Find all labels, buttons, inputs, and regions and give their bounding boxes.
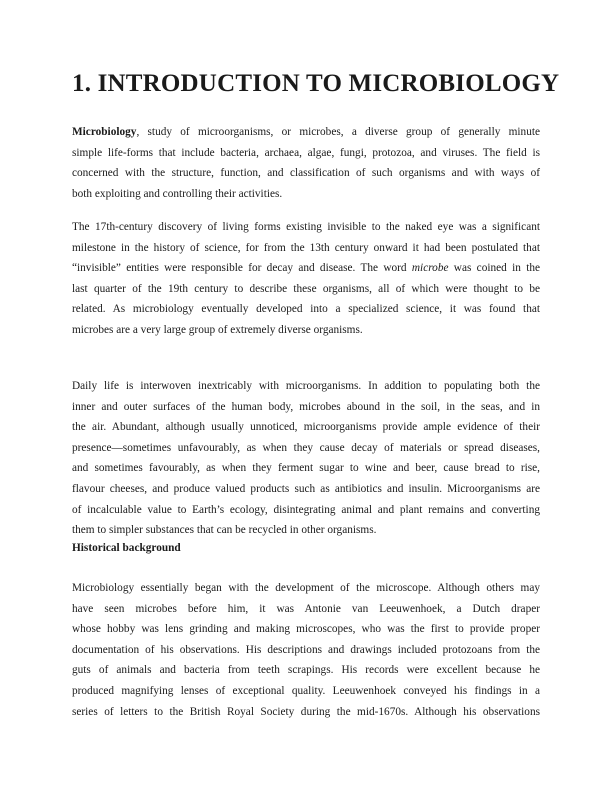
text-line — [72, 122, 540, 143]
text-line: and sometimes favourably, as when they ferment sugar to wine and beer, cause bread to rise, — [72, 462, 540, 475]
text-line: produced magnifying lenses of exceptional quality. Leeuwenhoek conveyed his findings in a — [72, 684, 540, 697]
text-line: microbes are a very large group of extremely diverse organisms. — [72, 323, 363, 336]
page-title: 1. INTRODUCTION TO MICROBIOLOGY — [72, 70, 560, 97]
text-segment: “invisible” entities were responsible for decay and disease. The word — [72, 262, 412, 275]
text-line: the air. Abundant, although usually unnoticed, microorganisms provide ample evidence of their — [72, 421, 540, 434]
term-italic: microbe — [411, 262, 449, 275]
text-line: them to simpler substances that can be recycled in other organisms. — [72, 524, 377, 537]
text-line: both exploiting and controlling their activities. — [72, 187, 283, 200]
text-line: concerned with the structure, function, and classification of such organisms and with ways of — [72, 167, 540, 180]
text-line: presence—sometimes unfavourably, as when they cause decay of materials or spread diseases, — [72, 441, 540, 454]
text-line: Microbiology essentially began with the development of the microscope. Although others may — [72, 582, 540, 594]
paragraph-history — [72, 217, 540, 341]
text-line: whose hobby was lens grinding and making microscopes, who was the first to provide proper — [72, 623, 540, 636]
section-heading: Historical background — [72, 542, 181, 554]
term-bold: Microbiology — [72, 126, 137, 138]
paragraph-historical-background — [72, 578, 540, 722]
text-line: last quarter of the 19th century to describe these organisms, all of which were thought to be — [72, 282, 540, 295]
text-segment: was coined in the — [448, 262, 540, 275]
text-line: flavour cheeses, and produce valued products such as antibiotics and insulin. Microorganisms are — [72, 482, 540, 495]
text-line: Daily life is interwoven inextricably with microorganisms. In addition to populating both the — [72, 380, 540, 392]
text-line: documentation of his observations. His descriptions and drawings included protozoans from the — [72, 643, 540, 656]
text-line: related. As microbiology eventually developed into a specialized science, it was found that — [72, 303, 540, 316]
text-line: The 17th-century discovery of living forms existing invisible to the naked eye was a significant — [72, 221, 540, 233]
text-line: have seen microbes before him, it was Antonie van Leeuwenhoek, a Dutch draper — [72, 602, 540, 615]
paragraph-definition — [72, 122, 540, 204]
text-line: guts of animals and bacteria from teeth scrapings. His records were excellent because he — [72, 664, 540, 677]
text-line: of incalculable value to Earth’s ecology, disintegrating animal and plant remains and converting — [72, 503, 540, 516]
text-line: milestone in the history of science, for from the 13th century onward it had been postulated that — [72, 241, 540, 254]
text-segment: , study of microorganisms, or microbes, a diverse group of generally minute — [136, 126, 540, 138]
text-line: simple life-forms that include bacteria, archaea, algae, fungi, protozoa, and viruses. The field is — [72, 146, 540, 159]
text-line: series of letters to the British Royal Society during the mid-1670s. Although his observations — [72, 705, 540, 718]
text-line: inner and outer surfaces of the human body, microbes abound in the soil, in the seas, and in — [72, 400, 540, 413]
paragraph-daily-life — [72, 376, 540, 541]
text-line — [72, 258, 540, 279]
